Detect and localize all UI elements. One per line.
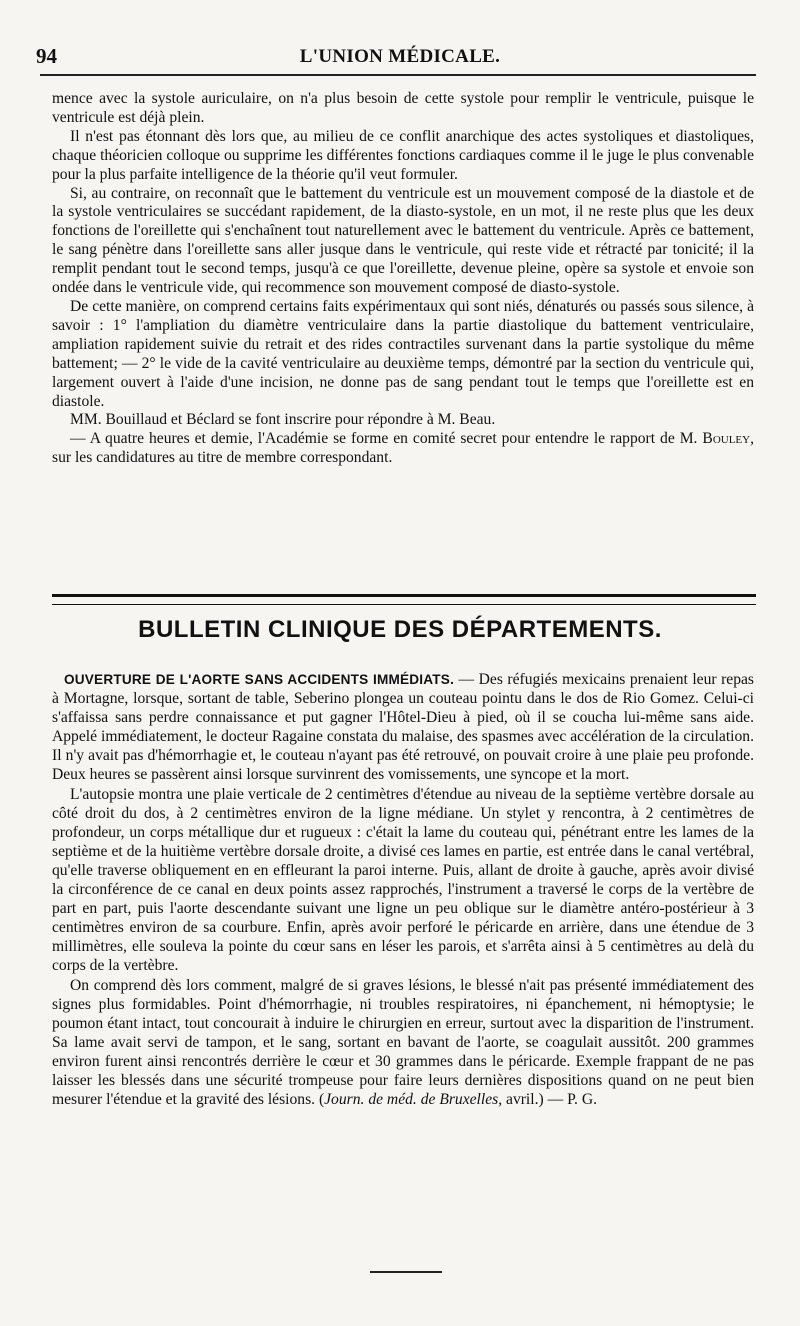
page-number: 94 [36, 44, 57, 68]
page-header [0, 44, 800, 74]
text-run: , sur les candidatures au titre de membre correspondant. [52, 430, 754, 467]
paragraph: Si, au contraire, on reconnaît que le battement du ventricule est un mouvement composé de la diastole et de la systole ventriculaires se succédant rapidement, de la diasto-systole, en un mot, il ne reste plus que les deux fonctions de l'oreillette qui s'enchaînent tout naturellement avec le battement du ventricule. Après ce battement, le sang pénètre dans l'oreillette sans aller jusque dans le ventricule, qui reste vide et rétracté par tonicité; il la remplit pendant tout le second temps, jusqu'à ce que l'oreillette, devenue pleine, opère sa systole et envoie son ondée dans le ventricule vide, qui recommence son mouvement composé de diasto-systole. [52, 184, 754, 297]
running-title: L'UNION MÉDICALE. [299, 46, 501, 67]
paragraph [52, 430, 754, 468]
section-title: BULLETIN CLINIQUE DES DÉPARTEMENTS. [138, 616, 662, 643]
article-body [52, 90, 754, 468]
paragraph [52, 976, 754, 1110]
paragraph: MM. Bouillaud et Béclard se font inscrire pour répondre à M. Beau. [70, 411, 496, 429]
text-run: On comprend dès lors comment, malgré de si graves lésions, le blessé n'ait pas présenté immédiatement des signes plus formidables. Point d'hémorrhagie, ni troubles respiratoires, ni épanchement, ni hémoptysie; le poumon étant intact, tout concourait à induire le chirurgien en erreur, surtout avec la disparition de l'instrument. Sa lame avait servi de tampon, et le sang, sortant en bavant de l'aorte, se coagulait aussitôt. 200 grammes environ furent ainsi rencontrés derrière le cœur et 30 grammes dans le péricarde. Exemple frappant de ne pas laisser les blessés dans une sécurité trompeuse pour faire leurs dernières dispositions quand on ne peut bien mesurer l'étendue et la gravité des lésions. ( [52, 976, 754, 1109]
paragraph: Il n'est pas étonnant dès lors que, au milieu de ce conflit anarchique des actes systoliques et diastoliques, chaque théoricien colloque ou supprime les différentes fonctions cardiaques comme il le juge le plus convenable pour la plus parfaite intelligence de la théorie qu'il veut formuler. [52, 127, 754, 183]
footer-rule [370, 1271, 442, 1273]
paragraph [52, 670, 754, 785]
text-run: — Des réfugiés mexicains prenaient leur repas à Mortagne, lorsque, sortant de table, Seberino plongea un couteau pointu dans le dos de Rio Gomez. Celui-ci s'affaissa sans perdre connaissance et put gagner l'Hôtel-Dieu à pied, où il se coucha lui-même sans aide. Appelé immédiatement, le docteur Ragaine constata du malaise, des spasmes avec accélération de la circulation. Il n'y avait pas d'hémorrhagie et, le couteau n'ayant pas été retrouvé, on pouvait croire à une plaie peu profonde. Deux heures se passèrent ainsi lorsque survinrent des vomissements, une syncope et la mort. [52, 671, 754, 784]
section-divider [52, 594, 756, 605]
paragraph: De cette manière, on comprend certains faits expérimentaux qui sont niés, dénaturés ou passés sous silence, à savoir : 1° l'ampliation du diamètre ventriculaire dans la partie diastolique du battement ventriculaire, ampliation rapidement suivie du retrait et des rides contractiles survenant dans la partie systolique du même battement; — 2° le vide de la cavité ventriculaire au deuxième temps, démontré par la section du ventricule qui, largement ouvert à l'aide d'une incision, ne donne pas de sang pendant tout le temps que l'oreillette est en diastole. [52, 297, 754, 410]
text-run: — A quatre heures et demie, l'Académie se forme en comité secret pour entendre le rapport de M. [70, 430, 703, 448]
paragraph: L'autopsie montra une plaie verticale de 2 centimètres d'étendue au niveau de la septième vertèbre dorsale au côté droit du dos, à 2 centimètres environ de la ligne médiane. Un stylet y rencontra, à 2 centimètres de profondeur, un corps métallique dur et rugueux : c'était la lame du couteau qui, pénétrant entre les lames de la septième et de la huitième vertèbre dorsale droite, a divisé ces lames en partie, est entrée dans le canal vertébral, qu'elle traverse obliquement en en effleurant la paroi interne. Puis, allant de droite à gauche, après avoir divisé la circonférence de ce canal en deux points assez rapprochés, l'instrument a traversé le corps de la vertèbre de part en part, puis l'aorte descendante suivant une ligne un peu oblique sur le diamètre antéro-postérieur à 3 centimètres environ de sa courbure. Enfin, après avoir perforé le péricarde en arrière, dans une étendue de 3 millimètres, elle souleva la pointe du cœur sans en léser les parois, et s'arrêta ainsi à 5 centimètres au delà du corps de la vertèbre. [52, 785, 754, 975]
text-run: avril.) — P. G. [502, 1091, 597, 1109]
paragraph: mence avec la systole auriculaire, on n'a plus besoin de cette systole pour remplir le ventricule, puisque le ventricule est déjà plein. [52, 90, 754, 126]
header-rule [40, 74, 756, 76]
person-name: Bouley [702, 430, 751, 448]
source-citation: Journ. de méd. de Bruxelles, [324, 1091, 503, 1109]
case-title: OUVERTURE DE L'AORTE SANS ACCIDENTS IMMÉDIATS. [64, 672, 455, 687]
bulletin-body [52, 670, 754, 1109]
